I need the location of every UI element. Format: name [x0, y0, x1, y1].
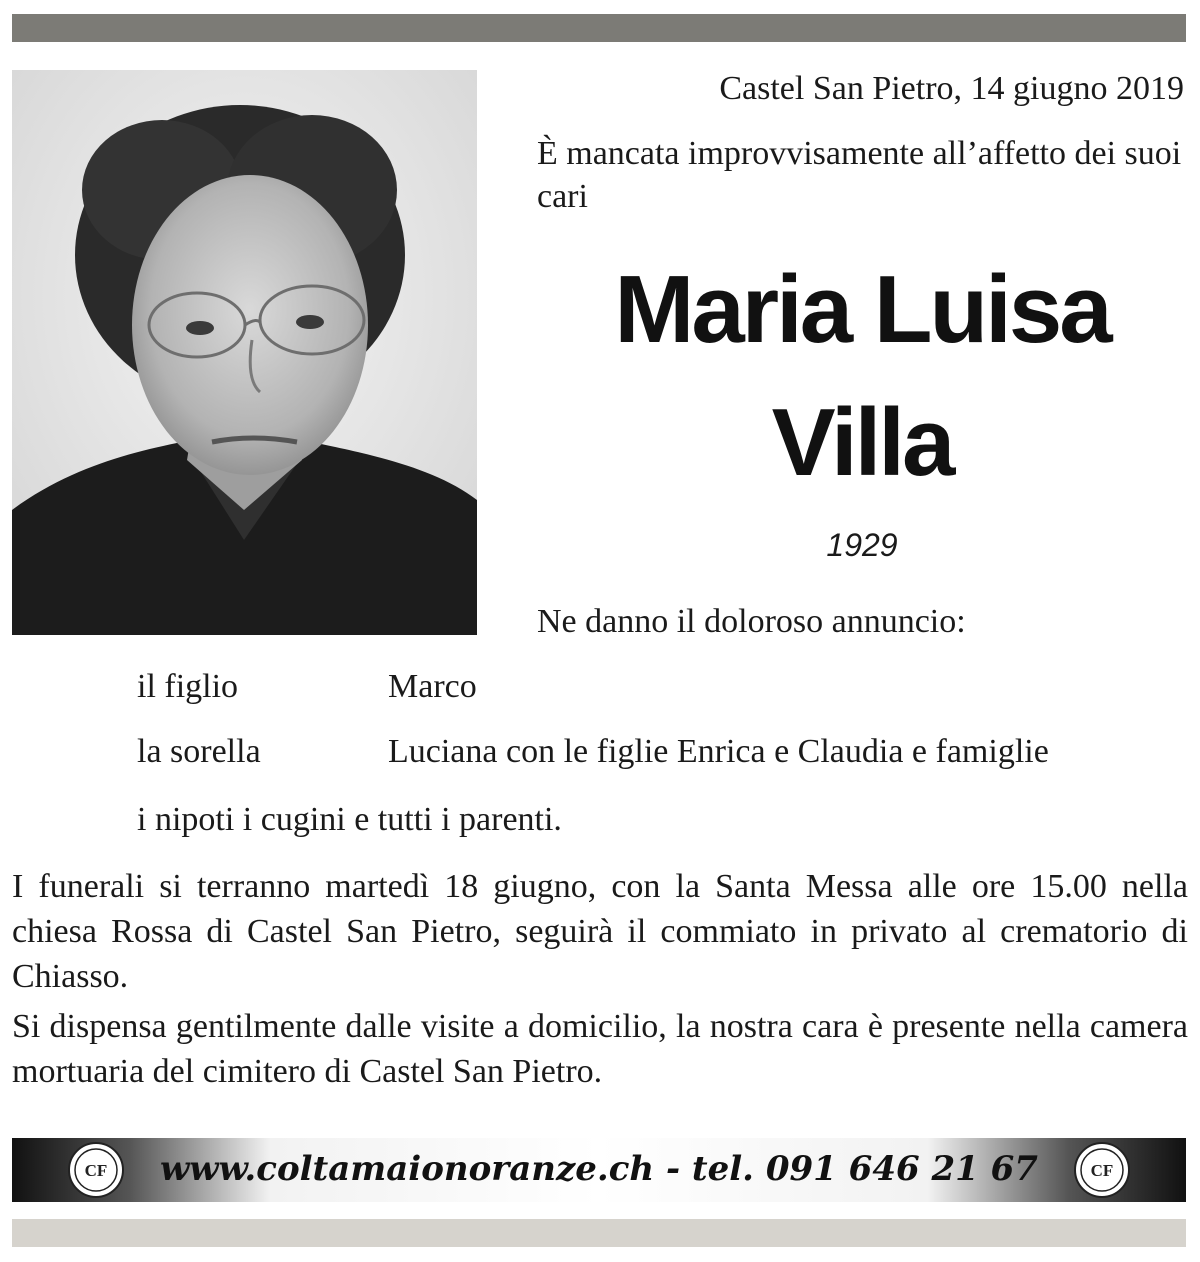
relative-names: Marco — [388, 668, 477, 705]
visits-paragraph: Si dispensa gentilmente dalle visite a domicilio, la nostra cara è presente nella camera mortuaria del cimitero di Castel San Pietro. — [12, 1008, 1188, 1090]
footer-banner — [12, 1138, 1186, 1202]
relative-names: Luciana con le figlie Enrica e Claudia e famiglie — [388, 733, 1049, 770]
relative-relation: il figlio — [137, 668, 239, 705]
intro-text: È mancata improvvisamente all’affetto dei suoi cari — [537, 135, 1182, 215]
seal-monogram: CF — [84, 1161, 108, 1180]
funeral-paragraph: I funerali si terranno martedì 18 giugno, con la Santa Messa alle ore 15.00 nella chiesa Rossa di Castel San Pietro, seguirà il commiato in privato al crematorio di Chiasso. — [12, 868, 1188, 995]
bottom-rule — [12, 1219, 1186, 1247]
other-relatives: i nipoti i cugini e tutti i parenti. — [137, 801, 562, 838]
portrait-photo — [12, 70, 477, 635]
seal-monogram: CF — [1090, 1161, 1114, 1180]
birth-year: 1929 — [826, 527, 898, 563]
contact-info[interactable]: www.coltamaionoranze.ch - tel. 091 646 21 67 — [160, 1149, 1038, 1189]
place-date: Castel San Pietro, 14 giugno 2019 — [719, 70, 1184, 107]
funeral-home-seal-icon — [1073, 1141, 1131, 1199]
announcement-lead: Ne danno il doloroso annuncio: — [537, 603, 966, 640]
top-rule — [12, 14, 1186, 42]
deceased-surname: Villa — [771, 389, 953, 496]
deceased-first-names: Maria Luisa — [614, 256, 1110, 363]
relative-relation: la sorella — [137, 733, 261, 770]
portrait-image — [12, 70, 477, 635]
